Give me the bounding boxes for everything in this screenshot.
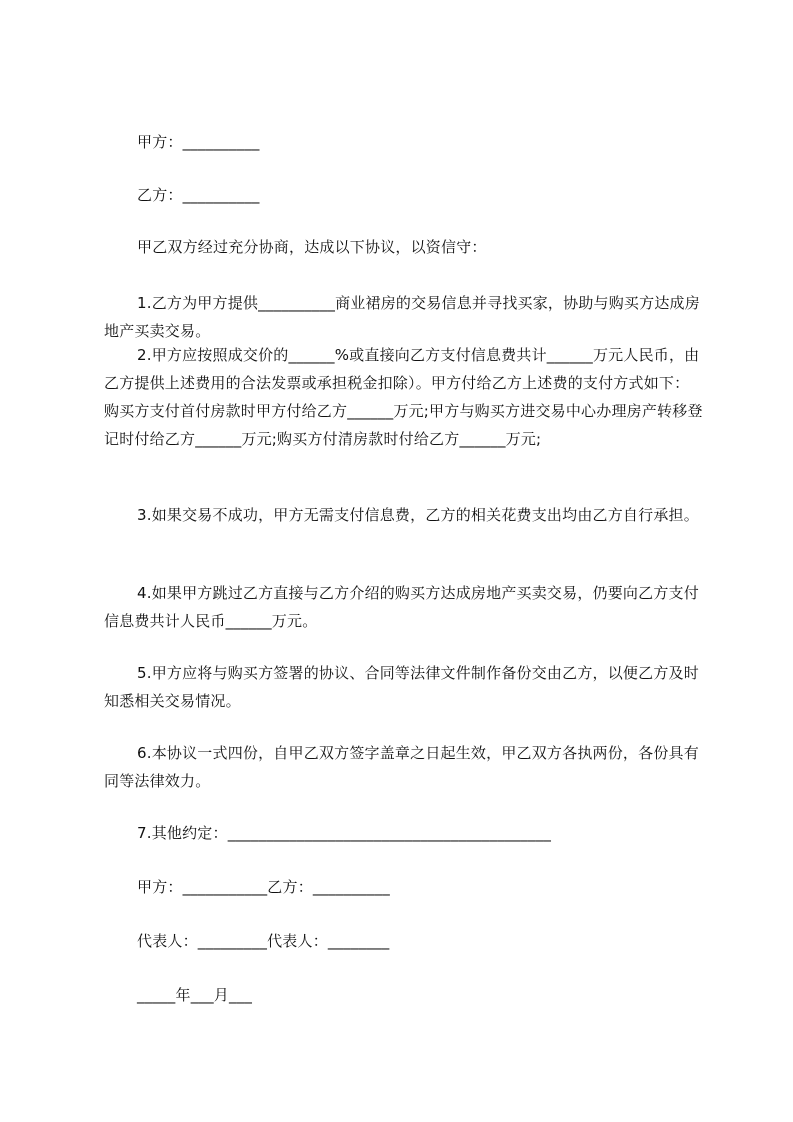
clause-6-text: 6.本协议一式四份，自甲乙双方签字盖章之日起生效，甲乙双方各执两份，各份具有同等法律效力。 <box>104 744 699 790</box>
clause-2-text: 2.甲方应按照成交价的______%或直接向乙方支付信息费共计______万元人民币，由乙方提供上述费用的合法发票或承担税金扣除）。甲方付给乙方上述费的支付方式如下：购买方支付首付房款时甲方付给乙方______万元;甲方与购买方进交易中心办理房产转移登记时付给乙方______万元;购买方付清房款时付给乙方______万元; <box>104 346 703 448</box>
clause-5-text: 5.甲方应将与购买方签署的协议、合同等法律文件制作备份交由乙方，以便乙方及时知悉相关交易情况。 <box>104 664 699 710</box>
clause-1-text: 1.乙方为甲方提供__________商业裙房的交易信息并寻找买家，协助与购买方达成房地产买卖交易。 <box>104 294 700 340</box>
clause-2 <box>104 341 704 453</box>
other-terms: 7.其他约定：__________________________________________ <box>137 824 552 842</box>
clause-4 <box>104 579 704 635</box>
party-b-header: 乙方：__________ <box>137 186 260 204</box>
clause-1 <box>104 289 704 345</box>
intro-text: 甲乙双方经过充分协商，达成以下协议，以资信守： <box>137 238 487 256</box>
date-line: _____年___月___ <box>137 986 253 1004</box>
clause-5 <box>104 659 704 715</box>
party-a-header: 甲方：__________ <box>137 133 260 151</box>
signature-representatives: 代表人：_________代表人：________ <box>137 932 390 950</box>
signature-parties: 甲方：___________乙方：__________ <box>137 878 390 896</box>
clause-3 <box>104 501 704 529</box>
clause-6 <box>104 739 704 795</box>
clause-3-text: 3.如果交易不成功，甲方无需支付信息费，乙方的相关花费支出均由乙方自行承担。 <box>137 506 699 524</box>
clause-4-text: 4.如果甲方跳过乙方直接与乙方介绍的购买方达成房地产买卖交易，仍要向乙方支付信息费共计人民币______万元。 <box>104 584 699 630</box>
